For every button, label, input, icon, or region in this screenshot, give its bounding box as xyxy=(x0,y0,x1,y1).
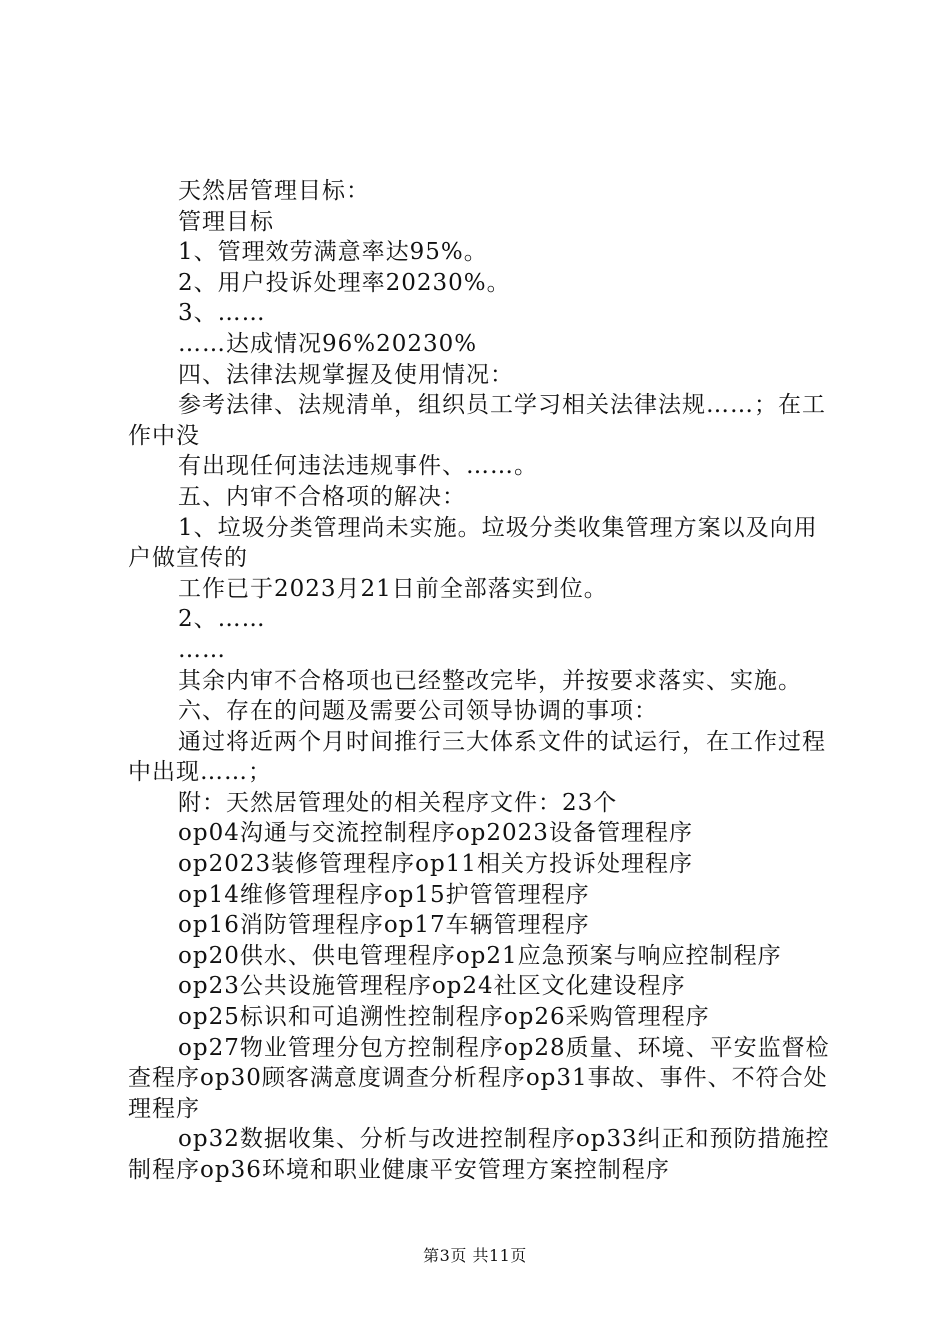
paragraph: 六、存在的问题及需要公司领导协调的事项： xyxy=(178,698,658,725)
paragraph: 1、管理效劳满意率达95%。 xyxy=(178,239,488,266)
paragraph: 有出现任何违法违规事件、……。 xyxy=(178,453,538,480)
paragraph: op16消防管理程序op17车辆管理程序 xyxy=(178,912,590,939)
paragraph: 工作已于2023月21日前全部落实到位。 xyxy=(178,575,608,602)
paragraph: op20供水、供电管理程序op21应急预案与响应控制程序 xyxy=(178,942,782,969)
paragraph: op2023装修管理程序op11相关方投诉处理程序 xyxy=(178,851,693,878)
paragraph: …… xyxy=(178,636,226,663)
paragraph: 3、…… xyxy=(178,300,266,327)
paragraph: op23公共设施管理程序op24社区文化建设程序 xyxy=(178,973,686,1000)
paragraph: op32数据收集、分析与改进控制程序op33纠正和预防措施控制程序op36环境和职业健康平安管理方案控制程序 xyxy=(128,1126,830,1183)
paragraph: 参考法律、法规清单，组织员工学习相关法律法规……；在工作中没 xyxy=(128,392,826,449)
paragraph: op04沟通与交流控制程序op2023设备管理程序 xyxy=(178,820,693,847)
document-body xyxy=(128,176,834,1186)
paragraph: 1、垃圾分类管理尚未实施。垃圾分类收集管理方案以及向用户做宣传的 xyxy=(128,514,818,572)
page-footer: 第3页 共11页 xyxy=(423,1246,527,1265)
paragraph: 其余内审不合格项也已经整改完毕，并按要求落实、实施。 xyxy=(178,667,802,694)
paragraph: 2、…… xyxy=(178,606,266,633)
paragraph: 2、用户投诉处理率20230%。 xyxy=(178,269,511,296)
paragraph: 附：天然居管理处的相关程序文件：23个 xyxy=(178,789,618,816)
paragraph: op14维修管理程序op15护管管理程序 xyxy=(178,881,590,908)
paragraph: 四、法律法规掌握及使用情况： xyxy=(178,361,514,388)
paragraph: op25标识和可追溯性控制程序op26采购管理程序 xyxy=(178,1004,710,1031)
paragraph: ……达成情况96%20230% xyxy=(178,330,478,357)
paragraph: op27物业管理分包方控制程序op28质量、环境、平安监督检查程序op30顾客满意度调查分析程序op31事故、事件、不符合处理程序 xyxy=(128,1034,830,1122)
paragraph: 五、内审不合格项的解决： xyxy=(178,483,466,510)
paragraph: 通过将近两个月时间推行三大体系文件的试运行，在工作过程中出现……； xyxy=(128,728,826,786)
paragraph: 管理目标 xyxy=(178,208,274,235)
paragraph: 天然居管理目标： xyxy=(178,178,370,204)
